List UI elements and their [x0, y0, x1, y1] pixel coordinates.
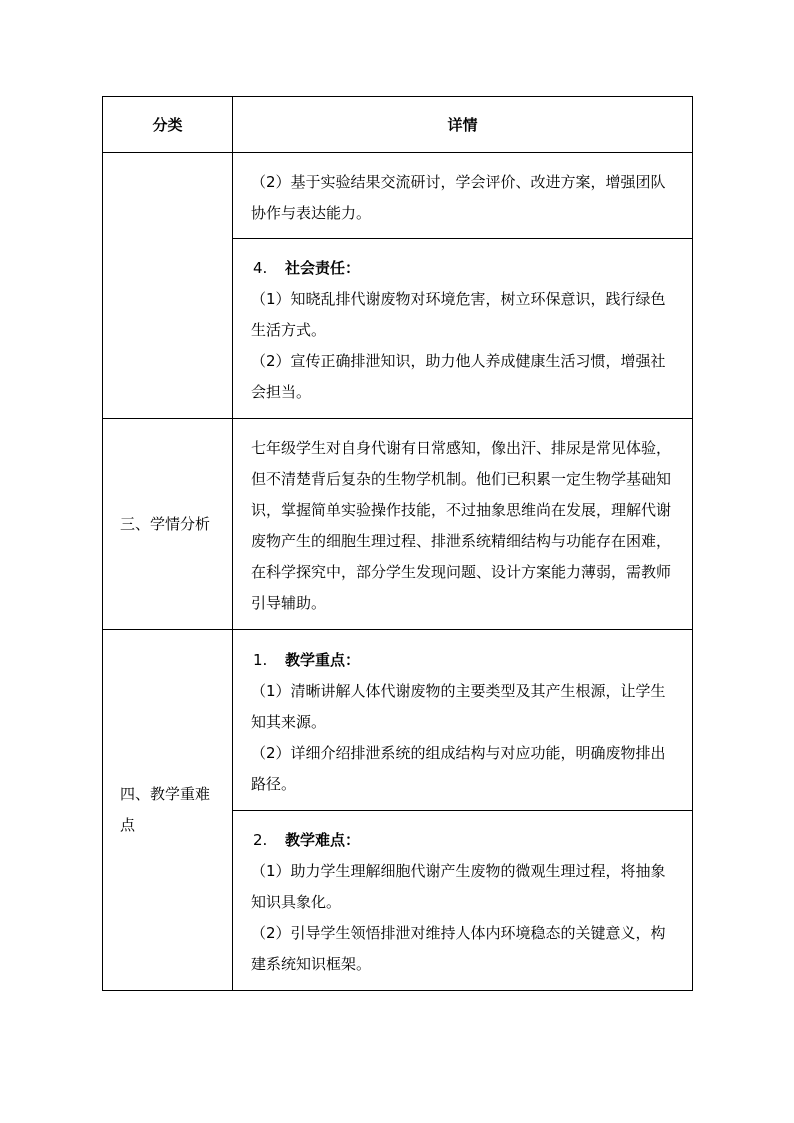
header-category: 分类: [103, 97, 233, 153]
detail-text: （2）引导学生领悟排泄对维持人体内环境稳态的关键意义，构建系统知识框架。: [251, 924, 666, 973]
detail-cell: [233, 153, 693, 239]
detail-cell: [233, 419, 693, 630]
detail-cell: [233, 811, 693, 991]
table-row: [103, 419, 693, 630]
heading-text: 教学难点：: [285, 831, 361, 849]
header-detail: 详情: [233, 97, 693, 153]
detail-text: （2）宣传正确排泄知识，助力他人养成健康生活习惯，增强社会担当。: [251, 352, 666, 401]
category-cell-continued: [103, 153, 233, 419]
heading-text: 社会责任：: [285, 259, 361, 277]
category-cell: 三、学情分析: [103, 419, 233, 630]
section-heading: [251, 645, 674, 676]
detail-text: （1）助力学生理解细胞代谢产生废物的微观生理过程，将抽象知识具象化。: [251, 862, 666, 911]
section-heading: [251, 253, 674, 284]
detail-cell: [233, 239, 693, 419]
table-row: [103, 630, 693, 811]
heading-number: 4.: [253, 259, 268, 277]
table-row: [103, 153, 693, 239]
detail-text: （2）详细介绍排泄系统的组成结构与对应功能，明确废物排出路径。: [251, 743, 666, 793]
heading-text: 教学重点：: [285, 650, 361, 669]
detail-text: 七年级学生对自身代谢有日常感知，像出汗、排尿是常见体验，但不清楚背后复杂的生物学机制。他们已积累一定生物学基础知识，掌握简单实验操作技能，不过抽象思维尚在发展，理解代谢废物产生的细胞生理过程、排泄系统精细结构与功能存在困难，在科学探究中，部分学生发现问题、设计方案能力薄弱，需教师引导辅助。: [251, 439, 672, 612]
detail-text: （2）基于实验结果交流研讨，学会评价、改进方案，增强团队协作与表达能力。: [251, 172, 666, 222]
detail-text: （1）清晰讲解人体代谢废物的主要类型及其产生根源，让学生知其来源。: [251, 681, 666, 731]
category-cell: 四、教学重难点: [103, 630, 233, 991]
table-header-row: [103, 97, 693, 153]
section-heading: [251, 825, 674, 856]
heading-number: 2.: [253, 831, 268, 849]
heading-number: 1.: [253, 650, 268, 669]
lesson-plan-table: [102, 96, 693, 991]
detail-text: （1）知晓乱排代谢废物对环境危害，树立环保意识，践行绿色生活方式。: [251, 290, 666, 339]
detail-cell: [233, 630, 693, 811]
